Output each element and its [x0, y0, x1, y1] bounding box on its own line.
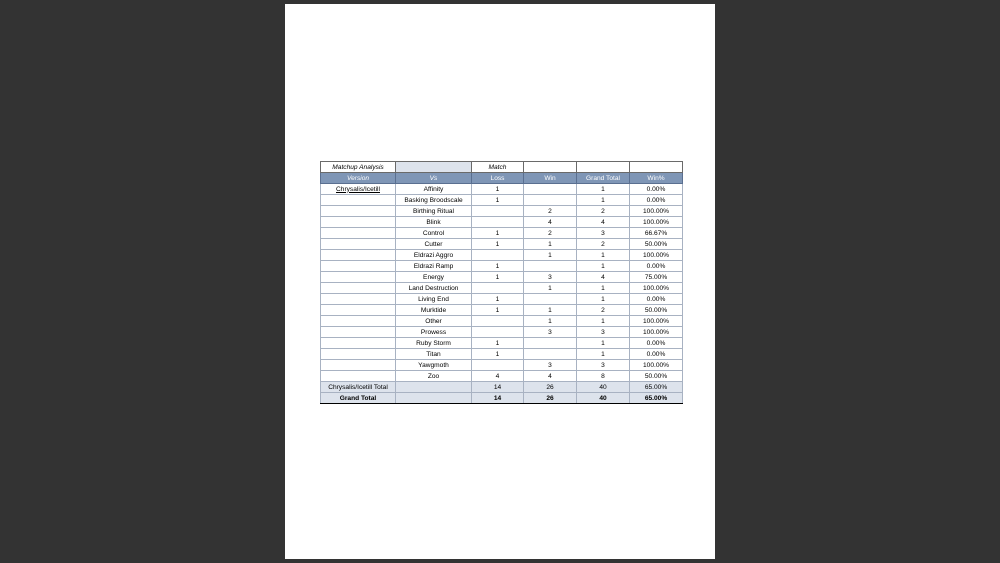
loss-cell: 1	[472, 195, 524, 206]
subtotal-row-loss: 14	[472, 382, 524, 393]
grand-total-row	[321, 393, 683, 404]
win-pct-cell: 66.67%	[630, 228, 683, 239]
table-row	[321, 338, 683, 349]
win-pct-cell: 0.00%	[630, 338, 683, 349]
loss-cell: 4	[472, 371, 524, 382]
table-title-row	[321, 162, 683, 173]
win-cell: 2	[524, 206, 577, 217]
win-cell	[524, 294, 577, 305]
opponent-cell: Zoo	[396, 371, 472, 382]
grand-total-row-win: 26	[524, 393, 577, 404]
win-pct-cell: 50.00%	[630, 239, 683, 250]
win-cell	[524, 261, 577, 272]
table-row	[321, 239, 683, 250]
win-cell: 1	[524, 239, 577, 250]
win-pct-cell: 100.00%	[630, 327, 683, 338]
loss-cell	[472, 217, 524, 228]
opponent-cell: Prowess	[396, 327, 472, 338]
grand-total-row-total: 40	[577, 393, 630, 404]
loss-cell	[472, 283, 524, 294]
win-cell: 2	[524, 228, 577, 239]
total-cell: 4	[577, 217, 630, 228]
table-row	[321, 294, 683, 305]
total-cell: 1	[577, 195, 630, 206]
win-pct-cell: 0.00%	[630, 294, 683, 305]
table-row	[321, 195, 683, 206]
table-row	[321, 349, 683, 360]
loss-cell: 1	[472, 349, 524, 360]
win-cell: 3	[524, 272, 577, 283]
version-blank	[321, 360, 396, 371]
version-blank	[321, 349, 396, 360]
version-blank	[321, 195, 396, 206]
column-header-win-pct: Win%	[630, 173, 683, 184]
subtotal-row-win: 26	[524, 382, 577, 393]
version-blank	[321, 371, 396, 382]
loss-cell	[472, 360, 524, 371]
column-header-loss: Loss	[472, 173, 524, 184]
win-pct-cell: 0.00%	[630, 195, 683, 206]
total-cell: 1	[577, 250, 630, 261]
opponent-cell: Land Destruction	[396, 283, 472, 294]
win-cell: 3	[524, 327, 577, 338]
loss-cell	[472, 250, 524, 261]
win-cell: 1	[524, 250, 577, 261]
total-cell: 3	[577, 360, 630, 371]
version-blank	[321, 294, 396, 305]
table-row	[321, 305, 683, 316]
grand-total-row-blank	[396, 393, 472, 404]
win-cell	[524, 338, 577, 349]
total-cell: 1	[577, 349, 630, 360]
total-cell: 1	[577, 283, 630, 294]
subtotal-row-pct: 65.00%	[630, 382, 683, 393]
subtotal-row-label: Chrysalis/Icetill Total	[321, 382, 396, 393]
opponent-cell: Cutter	[396, 239, 472, 250]
win-pct-cell: 100.00%	[630, 206, 683, 217]
table-row	[321, 272, 683, 283]
table-row	[321, 283, 683, 294]
version-blank	[321, 272, 396, 283]
column-header-row	[321, 173, 683, 184]
loss-cell	[472, 206, 524, 217]
version-blank	[321, 305, 396, 316]
version-blank	[321, 228, 396, 239]
win-cell: 3	[524, 360, 577, 371]
table-title: Matchup Analysis	[321, 162, 396, 173]
table-row	[321, 217, 683, 228]
win-pct-cell: 0.00%	[630, 349, 683, 360]
win-cell: 4	[524, 371, 577, 382]
opponent-cell: Eldrazi Ramp	[396, 261, 472, 272]
win-pct-cell: 100.00%	[630, 217, 683, 228]
version-blank	[321, 327, 396, 338]
version-blank	[321, 217, 396, 228]
table-row	[321, 360, 683, 371]
table-row	[321, 228, 683, 239]
table-row	[321, 206, 683, 217]
opponent-cell: Murktide	[396, 305, 472, 316]
total-cell: 1	[577, 184, 630, 195]
header-spacer	[577, 162, 630, 173]
total-cell: 1	[577, 316, 630, 327]
win-pct-cell: 100.00%	[630, 250, 683, 261]
table-row	[321, 327, 683, 338]
column-header-win: Win	[524, 173, 577, 184]
version-label: Chrysalis/Icetill	[321, 184, 396, 195]
total-cell: 8	[577, 371, 630, 382]
loss-cell: 1	[472, 261, 524, 272]
opponent-cell: Blink	[396, 217, 472, 228]
total-cell: 3	[577, 228, 630, 239]
version-blank	[321, 283, 396, 294]
win-pct-cell: 50.00%	[630, 371, 683, 382]
win-cell: 1	[524, 316, 577, 327]
win-pct-cell: 100.00%	[630, 316, 683, 327]
total-cell: 2	[577, 305, 630, 316]
opponent-cell: Living End	[396, 294, 472, 305]
opponent-cell: Yawgmoth	[396, 360, 472, 371]
total-cell: 1	[577, 261, 630, 272]
win-cell	[524, 184, 577, 195]
header-spacer	[524, 162, 577, 173]
grand-total-row-pct: 65.00%	[630, 393, 683, 404]
subtotal-row-total: 40	[577, 382, 630, 393]
column-header-grand-total: Grand Total	[577, 173, 630, 184]
header-spacer	[396, 162, 472, 173]
total-cell: 2	[577, 206, 630, 217]
opponent-cell: Birthing Ritual	[396, 206, 472, 217]
win-cell	[524, 195, 577, 206]
subtotal-row	[321, 382, 683, 393]
table-row	[321, 371, 683, 382]
column-header-vs: Vs	[396, 173, 472, 184]
version-blank	[321, 250, 396, 261]
opponent-cell: Ruby Storm	[396, 338, 472, 349]
loss-cell: 1	[472, 184, 524, 195]
opponent-cell: Energy	[396, 272, 472, 283]
grand-total-row-loss: 14	[472, 393, 524, 404]
win-pct-cell: 100.00%	[630, 283, 683, 294]
total-cell: 1	[577, 294, 630, 305]
total-cell: 1	[577, 338, 630, 349]
subtotal-row-blank	[396, 382, 472, 393]
opponent-cell: Other	[396, 316, 472, 327]
column-header-version: Version	[321, 173, 396, 184]
loss-cell: 1	[472, 272, 524, 283]
group-header: Match	[472, 162, 524, 173]
table-row	[321, 250, 683, 261]
opponent-cell: Eldrazi Aggro	[396, 250, 472, 261]
version-blank	[321, 261, 396, 272]
loss-cell: 1	[472, 305, 524, 316]
header-spacer	[630, 162, 683, 173]
matchup-pivot-table	[320, 161, 683, 404]
opponent-cell: Basking Broodscale	[396, 195, 472, 206]
opponent-cell: Affinity	[396, 184, 472, 195]
win-pct-cell: 75.00%	[630, 272, 683, 283]
version-blank	[321, 239, 396, 250]
win-cell: 1	[524, 283, 577, 294]
opponent-cell: Titan	[396, 349, 472, 360]
table-row	[321, 261, 683, 272]
loss-cell: 1	[472, 239, 524, 250]
version-blank	[321, 338, 396, 349]
table-row	[321, 184, 683, 195]
version-blank	[321, 206, 396, 217]
document-page	[285, 4, 715, 559]
version-blank	[321, 316, 396, 327]
win-cell	[524, 349, 577, 360]
table-row	[321, 316, 683, 327]
loss-cell: 1	[472, 228, 524, 239]
loss-cell	[472, 316, 524, 327]
win-pct-cell: 0.00%	[630, 184, 683, 195]
total-cell: 4	[577, 272, 630, 283]
loss-cell: 1	[472, 338, 524, 349]
total-cell: 3	[577, 327, 630, 338]
win-pct-cell: 0.00%	[630, 261, 683, 272]
win-cell: 1	[524, 305, 577, 316]
loss-cell	[472, 327, 524, 338]
grand-total-row-label: Grand Total	[321, 393, 396, 404]
win-cell: 4	[524, 217, 577, 228]
total-cell: 2	[577, 239, 630, 250]
win-pct-cell: 50.00%	[630, 305, 683, 316]
loss-cell: 1	[472, 294, 524, 305]
opponent-cell: Control	[396, 228, 472, 239]
win-pct-cell: 100.00%	[630, 360, 683, 371]
